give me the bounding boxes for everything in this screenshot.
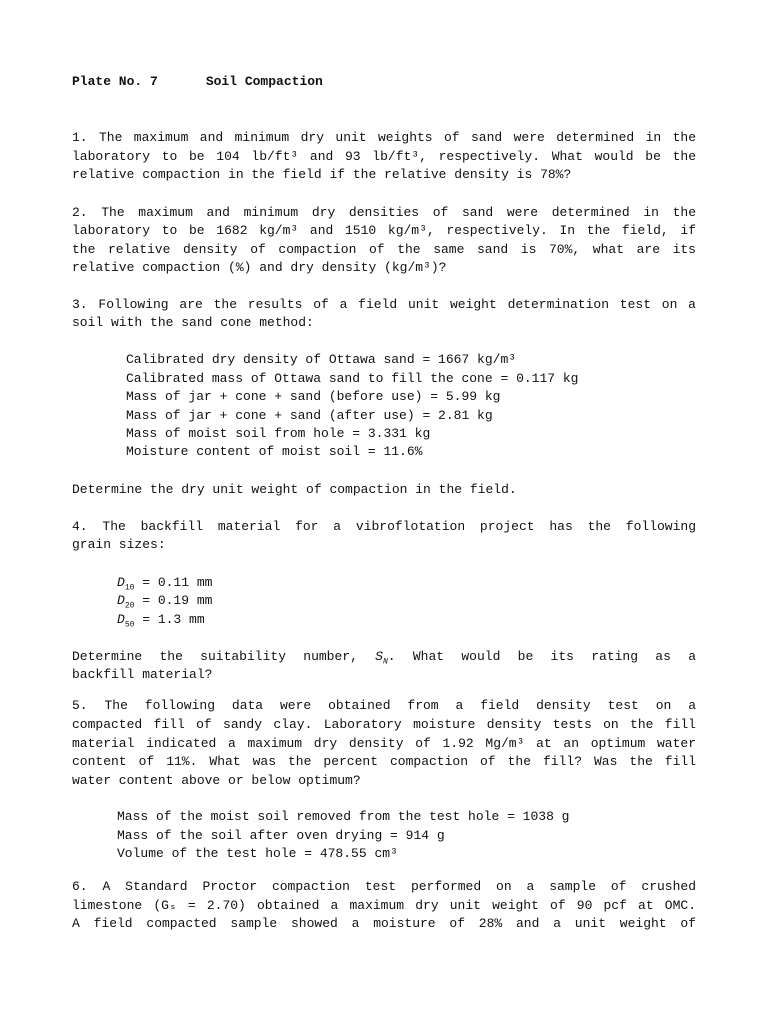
plate-number: Plate No. 7 [72,74,158,89]
problem-3-question: Determine the dry unit weight of compaction in the field. [72,482,517,497]
document-header [72,73,696,91]
grain-size-subscript: 20 [124,601,135,611]
problem-6-line-2: limestone (Gₛ = 2.70) obtained a maximum dry unit weight of 90 pcf at OMC. [72,898,696,913]
problem-5-item: Mass of the moist soil removed from the test hole = 1038 g [117,809,570,824]
grain-size-symbol: D [117,575,125,590]
grain-size-value: = 0.11 mm [134,575,213,590]
problem-2-line-3: the relative density of compaction of the same sand is 70%, what are its [72,242,696,257]
problem-5-line-4: content of 11%. What was the percent compaction of the fill? Was the fill [72,754,696,769]
grain-size-item [117,611,205,629]
problem-6-line-3: A field compacted sample showed a moisture of 28% and a unit weight of [72,916,696,931]
problem-5-item: Volume of the test hole = 478.55 cm³ [117,846,398,861]
problem-3-item: Calibrated dry density of Ottawa sand = 1667 kg/m³ [126,352,517,367]
grain-size-subscript: 50 [124,620,135,630]
problem-3-item: Calibrated mass of Ottawa sand to fill the cone = 0.117 kg [126,371,579,386]
problem-4-line-2: grain sizes: [72,537,166,552]
problem-5-line-1: 5. The following data were obtained from a field density test on a [72,698,696,713]
problem-2-line-1: 2. The maximum and minimum dry densities of sand were determined in the [72,205,696,220]
problem-2-line-4: relative compaction (%) and dry density (kg/m³)? [72,260,447,275]
problem-3-item: Mass of moist soil from hole = 3.331 kg [126,426,431,441]
grain-size-value: = 0.19 mm [134,593,213,608]
grain-size-subscript: 10 [124,583,135,593]
problem-5-line-3: material indicated a maximum dry density of 1.92 Mg/m³ at an optimum water [72,736,696,751]
problem-3-item: Mass of jar + cone + sand (after use) = 2.81 kg [126,408,493,423]
problem-3-line-1: 3. Following are the results of a field unit weight determination test on a [72,297,696,312]
problem-3-item: Moisture content of moist soil = 11.6% [126,444,423,459]
problem-6-line-1: 6. A Standard Proctor compaction test performed on a sample of crushed [72,879,696,894]
problem-5-line-2: compacted fill of sandy clay. Laboratory moisture density tests on the fill [72,717,696,732]
problem-3-item: Mass of jar + cone + sand (before use) = 5.99 kg [126,389,501,404]
suitability-subscript: N [382,657,388,667]
grain-size-symbol: D [117,593,125,608]
problem-1-line-3: relative compaction in the field if the relative density is 78%? [72,167,572,182]
problem-4-question-line-2: backfill material? [72,667,213,682]
problem-4-question-line-1: Determine the suitability number, $S_N$. What would be its rating as a [72,649,696,667]
problem-2-line-2: laboratory to be 1682 kg/m³ and 1510 kg/m³, respectively. In the field, if [72,223,696,238]
problem-1-line-1: 1. The maximum and minimum dry unit weights of sand were determined in the [72,130,696,145]
problem-1-line-2: laboratory to be 104 lb/ft³ and 93 lb/ft³, respectively. What would be the [72,149,696,164]
grain-size-symbol: D [117,612,125,627]
problem-3-line-2: soil with the sand cone method: [72,315,314,330]
grain-size-item [117,592,212,610]
problem-5-line-5: water content above or below optimum? [72,773,361,788]
problem-5-item: Mass of the soil after oven drying = 914 g [117,828,445,843]
problem-4-line-1: 4. The backfill material for a vibroflotation project has the following [72,519,696,534]
plate-topic: Soil Compaction [205,74,323,89]
suitability-symbol: S [375,649,383,664]
grain-size-item [117,574,212,592]
grain-size-value: = 1.3 mm [134,612,205,627]
